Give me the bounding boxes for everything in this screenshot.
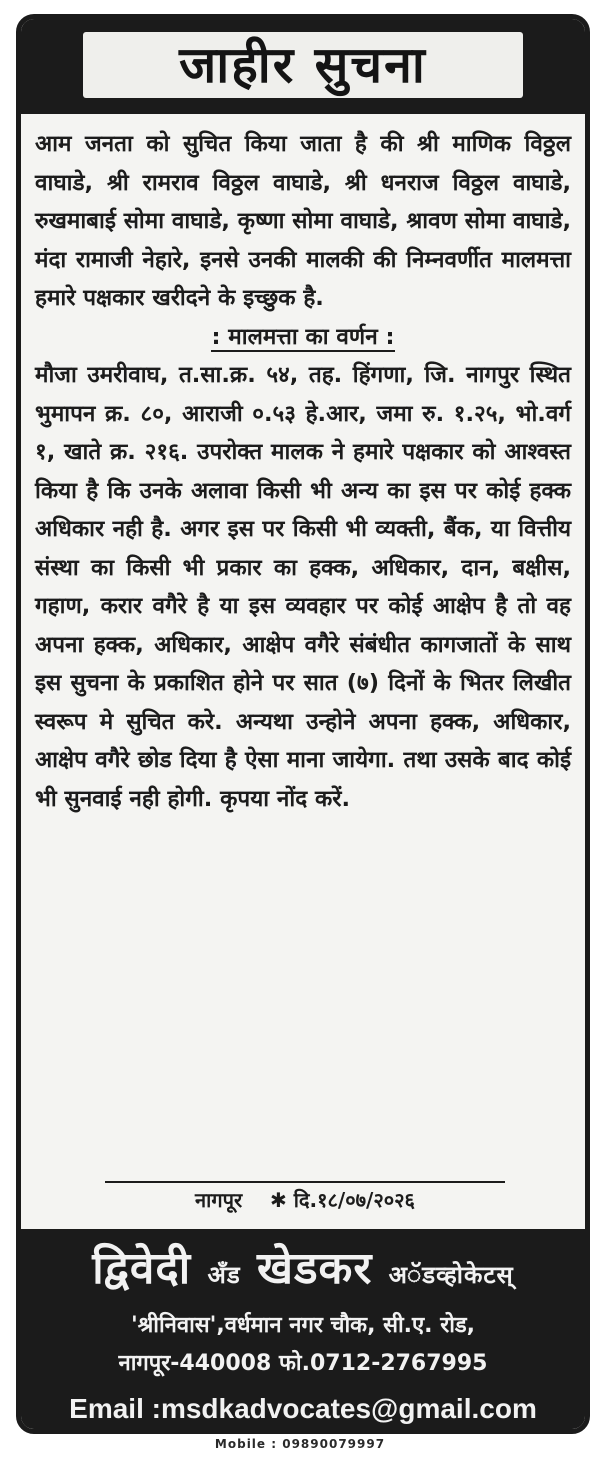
advocate-footer bbox=[21, 1229, 585, 1434]
firm-name-part1: द्विवेदी bbox=[92, 1243, 192, 1294]
header-bar bbox=[21, 19, 585, 114]
notice-date: दि.१८/०७/२०२६ bbox=[293, 1188, 415, 1212]
cropped-mobile-line: Mobile : 09890079997 bbox=[214, 1438, 386, 1450]
notice-paragraph-property: मौजा उमरीवाघ, त.सा.क्र. ५४, तह. हिंगणा, जि. नागपुर स्थित भुमापन क्र. ८०, आराजी ०.५३ हे.आर, जमा रु. १.२५, भो.वर्ग १, खाते क्र. २१६. उपरोक्त मालक ने हमारे पक्षकार को आश्वस्त किया है कि उनके अलावा किसी भी अन्य का इस पर कोई हक्क अधिकार नही है. अगर इस पर किसी भी व्यक्ती, बैंक, या वित्तीय संस्था का किसी भी प्रकार का हक्क, अधिकार, दान, बक्षीस, गहाण, करार वगैरे है या इस व्यवहार पर कोई आक्षेप है तो वह अपना हक्क, अधिकार, आक्षेप वगैरे संबंधीत कागजातों के साथ इस सुचना के प्रकाशित होने पर सात (७) दिनों के भितर लिखीत स्वरूप मे सुचित करे. अन्यथा उन्होने अपना हक्क, अधिकार, आक्षेप वगैरे छोड दिया है ऐसा माना जायेगा. तथा उसके बाद कोई भी सुनवाई नही होगी. कृपया नोंद करें. bbox=[35, 362, 571, 812]
public-notice bbox=[16, 14, 590, 1434]
firm-name bbox=[21, 1239, 585, 1305]
dateline bbox=[105, 1181, 505, 1217]
firm-name-and: अँड bbox=[207, 1261, 241, 1289]
firm-email: Email :msdkadvocates@gmail.com bbox=[69, 1393, 537, 1424]
notice-paragraph-intro: आम जनता को सुचित किया जाता है की श्री माणिक विठ्ठल वाघाडे, श्री रामराव विठ्ठल वाघाडे, श्री धनराज विठ्ठल वाघाडे, रुखमाबाई सोमा वाघाडे, कृष्णा सोमा वाघाडे, श्रावण सोमा वाघाडे, मंदा रामाजी नेहारे, इनसे उनकी मालकी की निम्नवर्णीत मालमत्ता हमारे पक्षकार खरीदने के इच्छुक है. bbox=[35, 131, 571, 311]
notice-body bbox=[35, 125, 571, 818]
firm-city-phone: नागपूर-440008 फो.0712-2767995 bbox=[118, 1351, 488, 1376]
star-icon: ✱ bbox=[270, 1188, 287, 1212]
property-description-heading-text: : मालमत्ता का वर्णन : bbox=[211, 323, 395, 350]
notice-title: जाहीर सुचना bbox=[83, 32, 523, 98]
firm-suffix: अॅडव्होकेटस् bbox=[388, 1261, 514, 1289]
property-description-heading bbox=[35, 318, 571, 357]
firm-address: 'श्रीनिवास',वर्धमान नगर चौक, सी.ए. रोड, bbox=[130, 1313, 476, 1338]
place-label: नागपूर bbox=[195, 1188, 243, 1212]
firm-name-part2: खेडकर bbox=[257, 1243, 373, 1294]
